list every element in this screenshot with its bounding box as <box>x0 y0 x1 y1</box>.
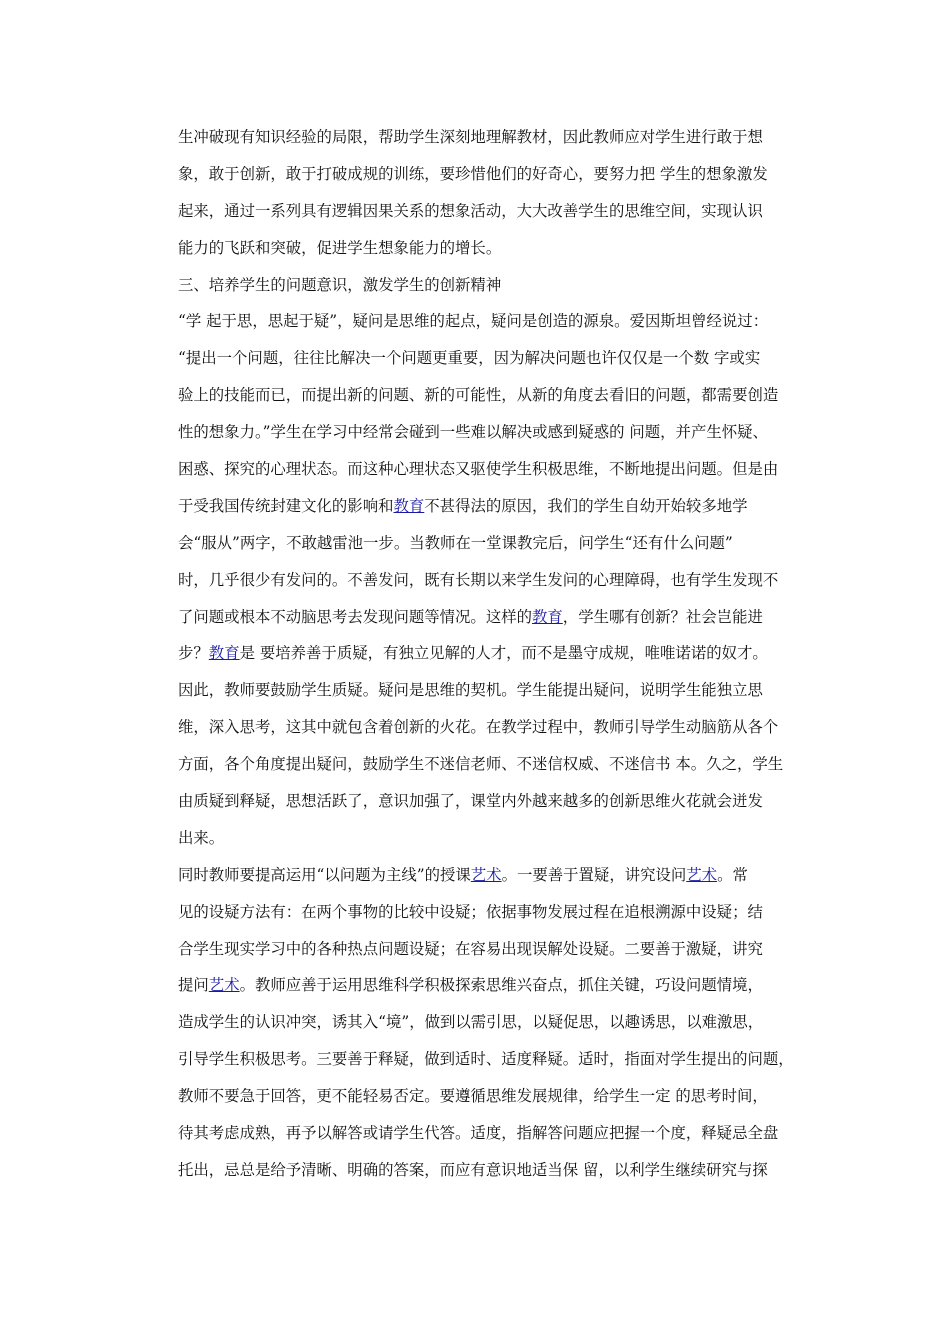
text-line <box>178 562 810 599</box>
text-segment: 托出，忌总是给予清晰、明确的答案，而应有意识地适当保 留，以利学生继续研究与探 <box>178 1160 768 1179</box>
text-segment: 因此，教师要鼓励学生质疑。疑问是思维的契机。学生能提出疑问，说明学生能独立思 <box>178 681 763 700</box>
text-segment: 同时教师要提高运用“以问题为主线”的授课 <box>178 865 471 884</box>
text-line <box>178 709 810 746</box>
text-line <box>178 1041 810 1078</box>
text-segment: 时，几乎很少有发问的。不善发问，既有长期以来学生发问的心理障碍，也有学生发现不 <box>178 570 779 589</box>
text-line <box>178 1152 810 1189</box>
text-segment: 待其考虑成熟，再予以解答或请学生代答。适度，指解答问题应把握一个度，释疑忌全盘 <box>178 1124 779 1143</box>
text-segment: 步？ <box>178 644 209 663</box>
text-line <box>178 525 810 562</box>
text-line <box>178 156 810 193</box>
text-segment: 造成学生的认识冲突，诱其入“境”，做到以需引思，以疑促思，以趣诱思，以难激思， <box>178 1013 764 1032</box>
text-line <box>178 599 810 636</box>
inline-link[interactable]: 艺术 <box>686 865 718 884</box>
text-segment: 由质疑到释疑，思想活跃了，意识加强了，课堂内外越来越多的创新思维火花就会迸发 <box>178 792 763 811</box>
text-segment: 性的想象力。”学生在学习中经常会碰到一些难以解决或感到疑惑的 问题，并产生怀疑、 <box>178 423 768 442</box>
text-segment: 教师不要急于回答，更不能轻易否定。要遵循思维发展规律，给学生一定 的思考时间， <box>178 1087 768 1106</box>
text-line <box>178 377 810 414</box>
text-segment: 能力的飞跃和突破，促进学生想象能力的增长。 <box>178 238 502 257</box>
text-segment: 合学生现实学习中的各种热点问题设疑；在容易出现误解处设疑。二要善于激疑，讲究 <box>178 939 763 958</box>
text-segment: 了问题或根本不动脑思考去发现问题等情况。这样的 <box>178 607 532 626</box>
text-segment: ，学生哪有创新？社会岂能进 <box>562 607 763 626</box>
text-line <box>178 488 810 525</box>
inline-link[interactable]: 教育 <box>393 496 425 515</box>
text-line <box>178 672 810 709</box>
text-segment: 出来。 <box>178 828 225 847</box>
text-line <box>178 414 810 451</box>
text-line <box>178 303 810 340</box>
text-line <box>178 967 810 1004</box>
text-line <box>178 119 810 156</box>
text-line <box>178 340 810 377</box>
inline-link[interactable]: 艺术 <box>470 865 502 884</box>
text-segment: 。常 <box>717 865 748 884</box>
text-segment: 于受我国传统封建文化的影响和 <box>178 496 394 515</box>
text-segment: 见的设疑方法有：在两个事物的比较中设疑；依据事物发展过程在追根溯源中设疑；结 <box>178 902 763 921</box>
text-segment: 困惑、探究的心理状态。而这种心理状态又驱使学生积极思维，不断地提出问题。但是由 <box>178 460 779 479</box>
text-segment: 提问 <box>178 976 209 995</box>
body-text <box>178 119 810 1189</box>
text-line <box>178 1115 810 1152</box>
text-segment: 不甚得法的原因，我们的学生自幼开始较多地学 <box>424 496 748 515</box>
text-line <box>178 857 810 894</box>
text-segment: “学 起于思，思起于疑”，疑问是思维的起点，疑问是创造的源泉。爱因斯坦曾经说过： <box>178 312 769 331</box>
text-line <box>178 267 810 304</box>
text-line <box>178 1078 810 1115</box>
text-line <box>178 451 810 488</box>
inline-link[interactable]: 教育 <box>532 607 563 626</box>
text-segment: 起来，通过一系列具有逻辑因果关系的想象活动，大大改善学生的思维空间，实现认识 <box>178 201 763 220</box>
text-line <box>178 635 810 672</box>
text-segment: 象，敢于创新，敢于打破成规的训练，要珍惜他们的好奇心，要努力把 学生的想象激发 <box>178 164 768 183</box>
text-line <box>178 931 810 968</box>
text-segment: 方面，各个角度提出疑问，鼓励学生不迷信老师、不迷信权威、不迷信书 本。久之，学生 <box>178 755 784 774</box>
text-line <box>178 783 810 820</box>
text-segment: 是 要培养善于质疑，有独立见解的人才，而不是墨守成规，唯唯诺诺的奴才。 <box>239 644 768 663</box>
inline-link[interactable]: 艺术 <box>208 976 240 995</box>
text-segment: 会“服从”两字，不敢越雷池一步。当教师在一堂课教完后，问学生“还有什么问题” <box>178 533 733 552</box>
inline-link[interactable]: 教育 <box>208 644 240 663</box>
text-line <box>178 230 810 267</box>
text-segment: 。一要善于置疑，讲究设问 <box>501 865 687 884</box>
text-line <box>178 1004 810 1041</box>
text-segment: 维，深入思考，这其中就包含着创新的火花。在教学过程中，教师引导学生动脑筋从各个 <box>178 718 779 737</box>
text-line <box>178 894 810 931</box>
text-segment: 引导学生积极思考。三要善于释疑，做到适时、适度释疑。适时，指面对学生提出的问题， <box>178 1050 794 1069</box>
text-segment: “提出一个问题，往往比解决一个问题更重要，因为解决问题也许仅仅是一个数 字或实 <box>178 349 761 368</box>
text-segment: 验上的技能而已，而提出新的问题、新的可能性，从新的角度去看旧的问题，都需要创造 <box>178 386 779 405</box>
text-line <box>178 746 810 783</box>
text-segment: 三、培养学生的问题意识，激发学生的创新精神 <box>178 275 502 294</box>
text-line <box>178 820 810 857</box>
text-segment: 。教师应善于运用思维科学积极探索思维兴奋点，抓住关键，巧设问题情境， <box>239 976 763 995</box>
text-line <box>178 193 810 230</box>
text-segment: 生冲破现有知识经验的局限，帮助学生深刻地理解教材，因此教师应对学生进行敢于想 <box>178 128 763 146</box>
